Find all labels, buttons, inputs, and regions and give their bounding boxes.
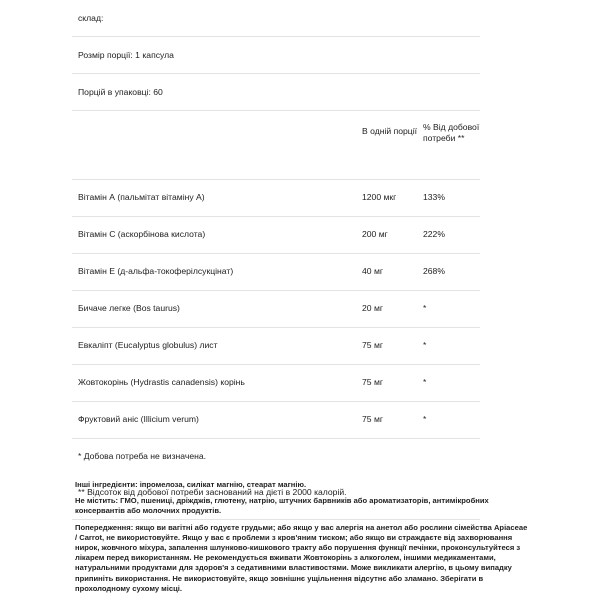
daily-value-header: % Від добової потреби ** bbox=[423, 122, 480, 143]
serving-size-row bbox=[72, 37, 480, 74]
ingredient-amount: 75 мг bbox=[362, 377, 383, 387]
ingredient-name: Вітамін Е (д-альфа-токоферілсукцінат) bbox=[78, 266, 234, 276]
ingredient-daily-value: * bbox=[423, 303, 427, 313]
ingredient-row bbox=[72, 254, 480, 291]
footnote-text: ** Відсоток від добової потреби заснований на дієті в 2000 калорій. bbox=[78, 487, 347, 497]
ingredient-name: Бичаче легке (Bos taurus) bbox=[78, 303, 180, 313]
ingredient-row bbox=[72, 180, 480, 217]
free-from: Не містить: ГМО, пшениці, дріжджів, глютену, натрію, штучних барвників або ароматизаторів, антимікробних консервантів або молочних продуктів. bbox=[75, 496, 489, 516]
ingredient-row bbox=[72, 328, 480, 365]
ingredient-daily-value: * bbox=[423, 414, 427, 424]
ingredient-daily-value: 222% bbox=[423, 229, 445, 239]
ingredient-daily-value: * bbox=[423, 377, 427, 387]
ingredient-row bbox=[72, 402, 480, 439]
ingredient-row bbox=[72, 365, 480, 402]
ingredient-name: Жовтокорінь (Hydrastis canadensis) корінь bbox=[78, 377, 245, 387]
ingredient-amount: 200 мг bbox=[362, 229, 388, 239]
warning: Попередження: якщо ви вагітні або годуєте грудьми; або якщо у вас алергія на анетол або рослини сімейства Apiaceae / Carrot, не використовуйте. Якщо у вас є проблеми з кров'яним тиском; або якщо ви страждаєте від захворювання нирок, жовчного міхура, запалення шлунково-кишкового тракту або порушення функції печінки, проконсультуйтеся з лікарем перед використанням. Не рекомендується вживати Жовтокорінь з алкоголем, іншими медикаментами, натуральними продуктами для здоров'я з седативними властивостями. Може викликати алергію, в цьому випадку припиніть використання. Не використовуйте, якщо зовнішнє ущільнення відсутнє або зламано. Зберігати в прохолодному сухому місці. bbox=[75, 522, 528, 593]
composition-row bbox=[72, 0, 480, 37]
ingredient-amount: 20 мг bbox=[362, 303, 383, 313]
footnote-text: * Добова потреба не визначена. bbox=[78, 451, 207, 461]
ingredient-name: Вітамін А (пальмітат вітаміну А) bbox=[78, 192, 205, 202]
ingredient-amount: 40 мг bbox=[362, 266, 383, 276]
ingredient-daily-value: 133% bbox=[423, 192, 445, 202]
servings-per-container: Порцій в упаковці: 60 bbox=[78, 87, 163, 97]
servings-per-container-row bbox=[72, 74, 480, 111]
other-ingredients: Інші інгредієнти: іпромелоза, силікат магнію, стеарат магнію. bbox=[75, 480, 307, 489]
composition-label: склад: bbox=[78, 13, 104, 23]
supplement-facts-table bbox=[72, 0, 480, 520]
ingredient-row bbox=[72, 291, 480, 328]
footnote-daily-value-not-established bbox=[72, 439, 480, 475]
serving-size: Розмір порції: 1 капсула bbox=[78, 50, 174, 60]
ingredient-name: Вітамін С (аскорбінова кислота) bbox=[78, 229, 206, 239]
product-info bbox=[75, 480, 530, 600]
ingredient-amount: 75 мг bbox=[362, 414, 383, 424]
ingredient-name: Фруктовий аніс (Illicium verum) bbox=[78, 414, 199, 424]
ingredient-name: Евкаліпт (Eucalyptus globulus) лист bbox=[78, 340, 218, 350]
ingredient-amount: 75 мг bbox=[362, 340, 383, 350]
ingredient-daily-value: * bbox=[423, 340, 427, 350]
ingredient-daily-value: 268% bbox=[423, 266, 445, 276]
ingredient-row bbox=[72, 217, 480, 254]
per-serving-header: В одній порції bbox=[362, 126, 417, 136]
table-header-row bbox=[72, 111, 480, 180]
ingredient-amount: 1200 мкг bbox=[362, 192, 397, 202]
